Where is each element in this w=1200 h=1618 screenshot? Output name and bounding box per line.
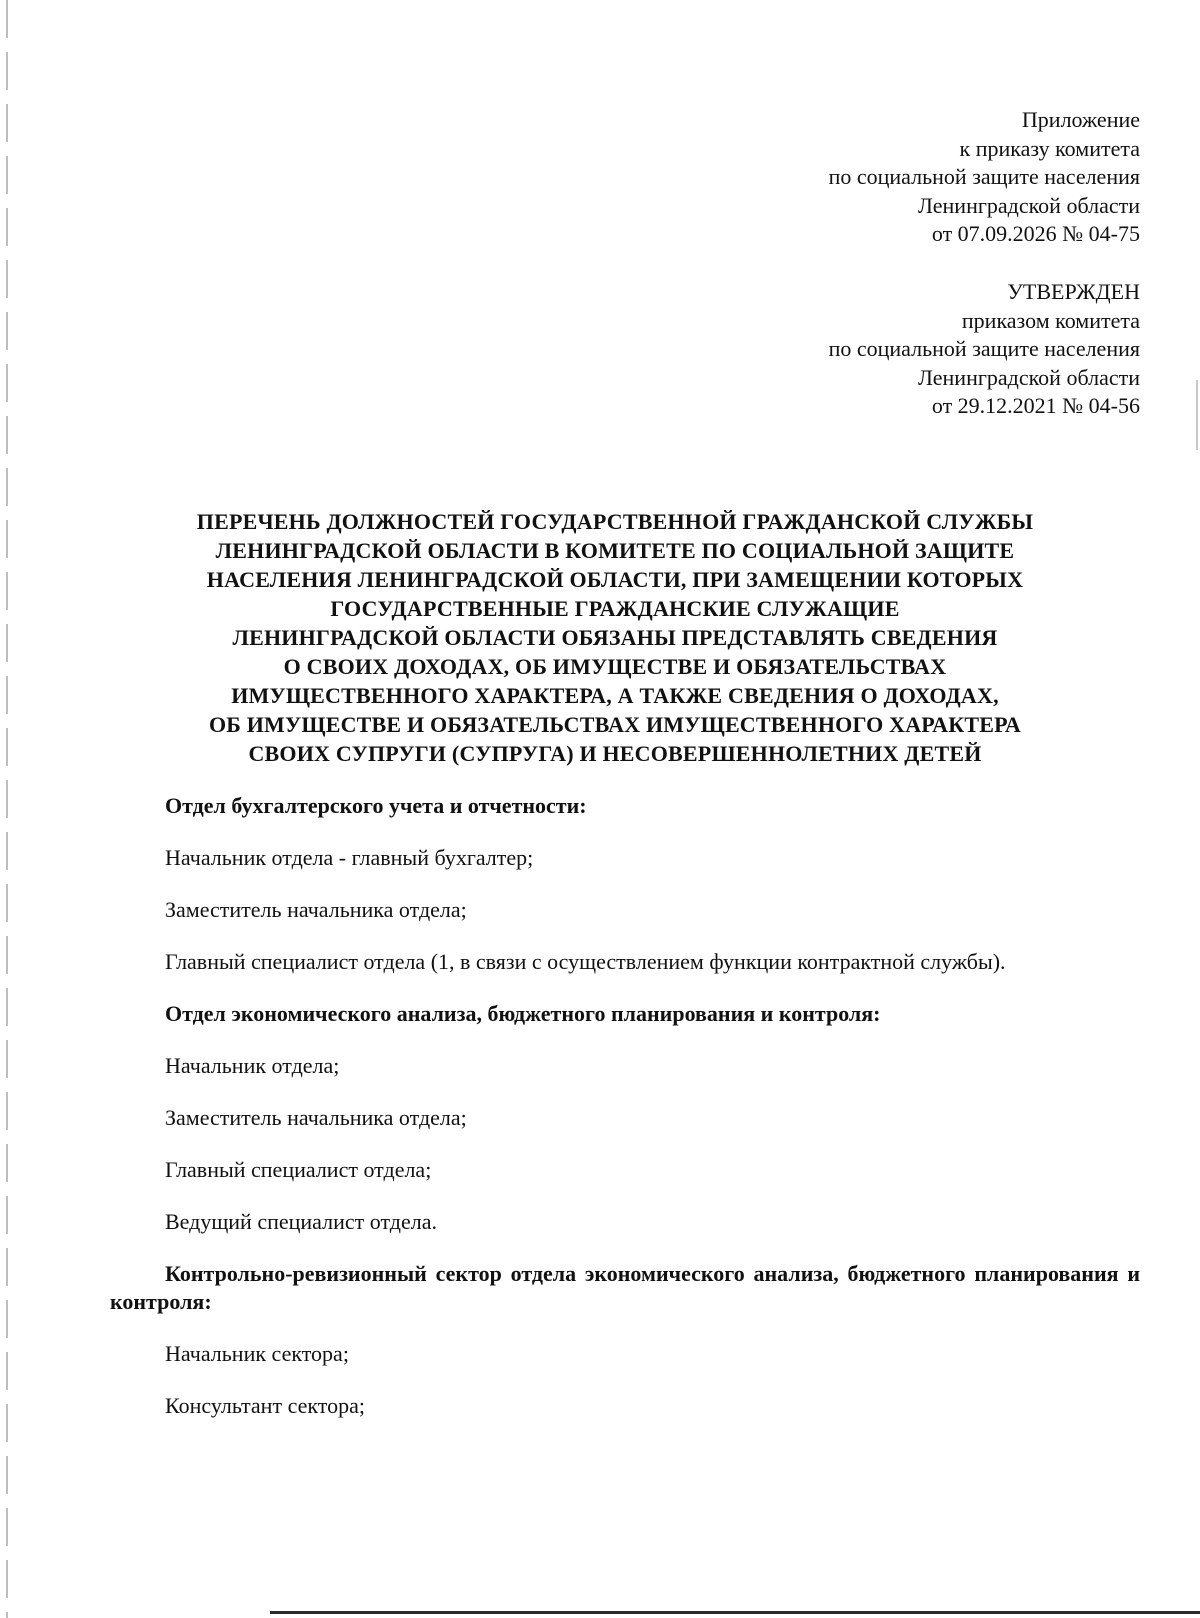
position-item: Начальник сектора; xyxy=(165,1341,349,1366)
scan-edge-artifact-right xyxy=(1196,380,1198,450)
position-item: Заместитель начальника отдела; xyxy=(165,897,467,922)
position-item: Консультант сектора; xyxy=(165,1393,365,1418)
position-item: Начальник отдела; xyxy=(165,1053,340,1078)
position-item: Заместитель начальника отдела; xyxy=(165,1105,467,1130)
document-title xyxy=(115,507,1115,768)
title-line: ОБ ИМУЩЕСТВЕ И ОБЯЗАТЕЛЬСТВАХ ИМУЩЕСТВЕННОГО ХАРАКТЕРА xyxy=(208,712,1022,737)
title-line: О СВОИХ ДОХОДАХ, ОБ ИМУЩЕСТВЕ И ОБЯЗАТЕЛЬСТВАХ xyxy=(283,654,947,679)
title-line: ЛЕНИНГРАДСКОЙ ОБЛАСТИ В КОМИТЕТЕ ПО СОЦИАЛЬНОЙ ЗАЩИТЕ xyxy=(215,538,1015,563)
appendix-line: к приказу комитета xyxy=(959,135,1140,161)
approved-block xyxy=(540,278,1140,421)
position-item: Начальник отдела - главный бухгалтер; xyxy=(165,845,534,870)
position-item: Главный специалист отдела (1, в связи с осуществлением функции контрактной службы). xyxy=(165,949,1006,974)
section-heading: Отдел экономического анализа, бюджетного планирования и контроля: xyxy=(165,1001,881,1026)
title-line: НАСЕЛЕНИЯ ЛЕНИНГРАДСКОЙ ОБЛАСТИ, ПРИ ЗАМЕЩЕНИИ КОТОРЫХ xyxy=(206,567,1024,592)
section-heading: Отдел бухгалтерского учета и отчетности: xyxy=(165,793,587,818)
position-item: Ведущий специалист отдела. xyxy=(165,1209,438,1234)
approved-line: Ленинградской области xyxy=(918,364,1140,390)
title-line: ЛЕНИНГРАДСКОЙ ОБЛАСТИ ОБЯЗАНЫ ПРЕДСТАВЛЯТЬ СВЕДЕНИЯ xyxy=(232,625,998,650)
appendix-line: Ленинградской области xyxy=(918,192,1140,218)
appendix-line: Приложение xyxy=(1021,107,1140,132)
document-body xyxy=(110,792,1140,1444)
title-line: ПЕРЕЧЕНЬ ДОЛЖНОСТЕЙ ГОСУДАРСТВЕННОЙ ГРАЖДАНСКОЙ СЛУЖБЫ xyxy=(196,509,1034,534)
title-line: ИМУЩЕСТВЕННОГО ХАРАКТЕРА, А ТАКЖЕ СВЕДЕНИЯ О ДОХОДАХ, xyxy=(231,683,999,708)
appendix-date-number: от 07.09.2026 № 04-75 xyxy=(931,221,1140,246)
scan-bottom-edge xyxy=(270,1611,1200,1614)
scan-edge-artifact xyxy=(6,0,8,1618)
approved-date-number: от 29.12.2021 № 04-56 xyxy=(931,393,1140,418)
appendix-line: по социальной защите населения xyxy=(828,164,1140,189)
approved-label: УТВЕРЖДЕН xyxy=(1007,279,1140,304)
appendix-block xyxy=(540,106,1140,249)
section-heading: Контрольно-ревизионный сектор отдела экономического анализа, бюджетного планирования и контроля: xyxy=(110,1261,1140,1314)
approved-line: приказом комитета xyxy=(961,307,1140,333)
title-line: СВОИХ СУПРУГИ (СУПРУГА) И НЕСОВЕРШЕННОЛЕТНИХ ДЕТЕЙ xyxy=(248,741,982,766)
title-line: ГОСУДАРСТВЕННЫЕ ГРАЖДАНСКИЕ СЛУЖАЩИЕ xyxy=(330,596,900,621)
position-item: Главный специалист отдела; xyxy=(165,1157,432,1182)
approved-line: по социальной защите населения xyxy=(828,336,1140,361)
